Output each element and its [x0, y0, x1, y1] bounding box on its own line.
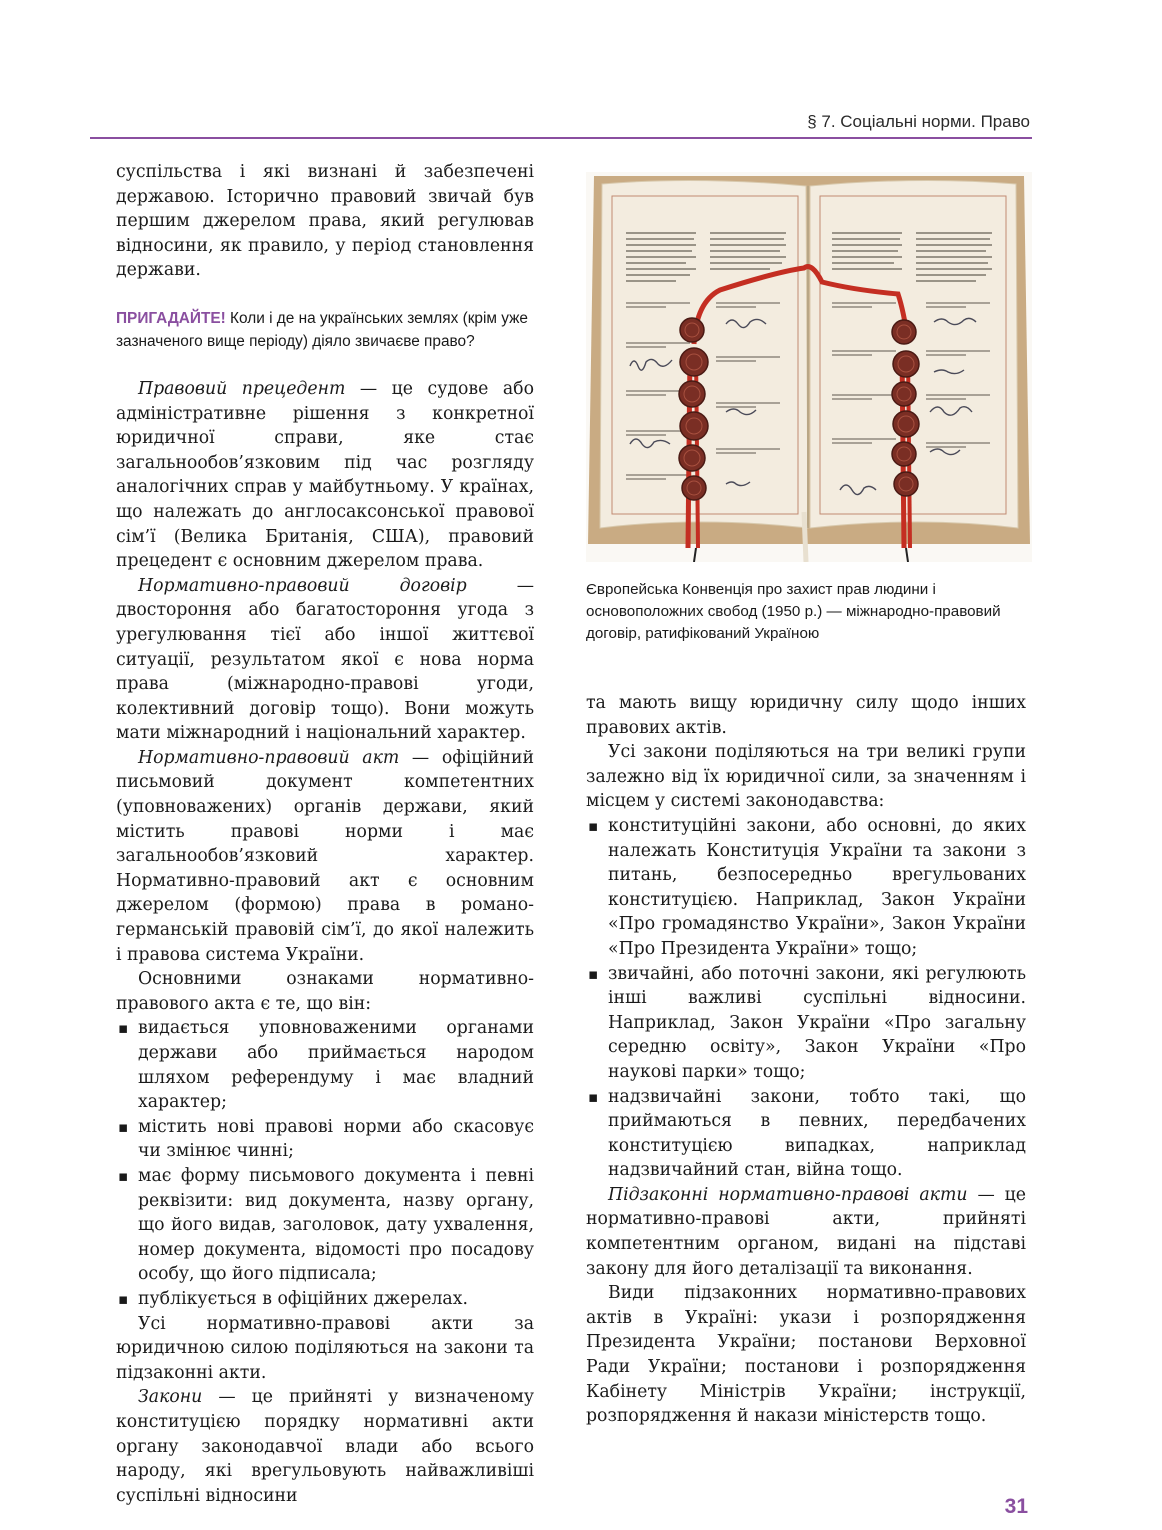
paragraph-bylaws: Підзаконні нормативно-правові акти — це нормативно-правові акти, прийняті компетентним органом, видані на підставі закону для його деталізації та виконання. [586, 1184, 1026, 1279]
convention-book-photo [586, 172, 1032, 562]
page-number: 31 [1004, 1495, 1028, 1518]
list-item: ▪ конституційні закони, або основні, до яких належать Конституція України та закони з питань, безпосередньо врегульованих конституцією. Наприклад, Закон України «Про громадянство України», Закон України «Про Президента України» тощо; [586, 814, 1026, 962]
list-item: ▪ містить нові правові норми або скасовує чи змінює чинні; [116, 1115, 534, 1164]
remind-text: Коли і де на українських землях (крім уже зазначеного вище періоду) діяло звичаєве право? [116, 309, 528, 350]
term-laws: Закони [138, 1387, 203, 1408]
paragraph-division: Усі нормативно-правові акти за юридичною силою поділяються на закони та підзаконні акти. [116, 1313, 534, 1383]
paragraph-groups-intro: Усі закони поділяються на три великі групи залежно від їх юридичної сили, за значенням і місцем у системі законодавства: [586, 742, 1026, 812]
left-column [116, 160, 534, 1508]
figure-caption: Європейська Конвенція про захист прав людини і основоположних свобод (1950 р.) — міжнародно-правовий договір, ратифікований Україною [586, 581, 1001, 642]
term-precedent: Правовий прецедент [138, 378, 346, 399]
header-rule [90, 137, 1032, 139]
paragraph-laws: Закони — це прийняті у визначеному конституцією порядку нормативні акти органу законодавчої влади або всього народу, які врегульовують найважливіші суспільні відносини [116, 1387, 534, 1506]
term-contract: Нормативно-правовий договір [138, 575, 467, 596]
remind-label: ПРИГАДАЙТЕ! [116, 309, 226, 327]
remind-box [116, 307, 534, 353]
list-item: ▪ видається уповноваженими органами держави або приймається народом шляхом референдуму і має владний характер; [116, 1016, 534, 1114]
chapter-header: § 7. Соціальні норми. Право [807, 112, 1030, 131]
list-item: ▪ має форму письмового документа і певні реквізити: вид документа, назву органу, що його видав, заголовок, дату ухвалення, номер документа, відомості про посадову особу, що його підписала; [116, 1164, 534, 1287]
paragraph-custom-continued: суспільства і які визнані й забезпечені державою. Історично правовий звичай був першим джерелом права, який регулював відносини, як правило, у період становлення держави. [116, 162, 534, 281]
list-item: ▪ звичайні, або поточні закони, які регулюють інші важливі суспільні відносини. Наприклад, Закон України «Про загальну середню освіту», Закон України «Про наукові парки» тощо; [586, 962, 1026, 1085]
paragraph-act: Нормативно-правовий акт — офіційний письмовий документ компетентних (уповноважених) органів держави, який містить правові норми і має загальнообов’язковий характер. Нормативно-правовий акт є основним джерелом (формою) права в романо-германській правовій сім’ї, до якої належить і правова система України. [116, 747, 535, 965]
list-item: ▪ надзвичайні закони, тобто такі, що приймаються в певних, передбачених конституцією випадках, наприклад надзвичайний стан, війна тощо. [586, 1085, 1026, 1183]
paragraph-precedent: Правовий прецедент — це судове або адміністративне рішення з конкретної юридичної справи, яке стає загальнообов’язковим під час розгляду аналогічних справ у майбутньому. У країнах, що належать до англосаксонської правової сім’ї (Велика Британія, США), правовий прецедент є основним джерелом права. [116, 378, 534, 572]
right-column [586, 691, 1026, 1429]
paragraph-bylaws-types: Види підзаконних нормативно-правових актів в Україні: укази і розпорядження Президента України; постанови Верховної Ради України; постанови і розпорядження Кабінету Міністрів України; інструкції, розпорядження й накази міністерств тощо. [586, 1283, 1026, 1427]
paragraph-contract: Нормативно-правовий договір — двостороння або багатостороння угода з урегулювання тієї або іншої життєвої ситуації, результатом якої є нова норма права (міжнародно-правові угоди, колективний договір тощо). Вони можуть мати міжнародний і національний характер. [116, 575, 534, 744]
paragraph-laws-continued: та мають вищу юридичну силу щодо інших правових актів. [586, 693, 1026, 738]
paragraph-features-intro: Основними ознаками нормативно-правового акта є те, що він: [116, 969, 534, 1014]
term-act: Нормативно-правовий акт [138, 747, 400, 768]
list-item: ▪ публікується в офіційних джерелах. [116, 1287, 534, 1312]
term-bylaws: Підзаконні нормативно-правові акти [608, 1184, 968, 1205]
